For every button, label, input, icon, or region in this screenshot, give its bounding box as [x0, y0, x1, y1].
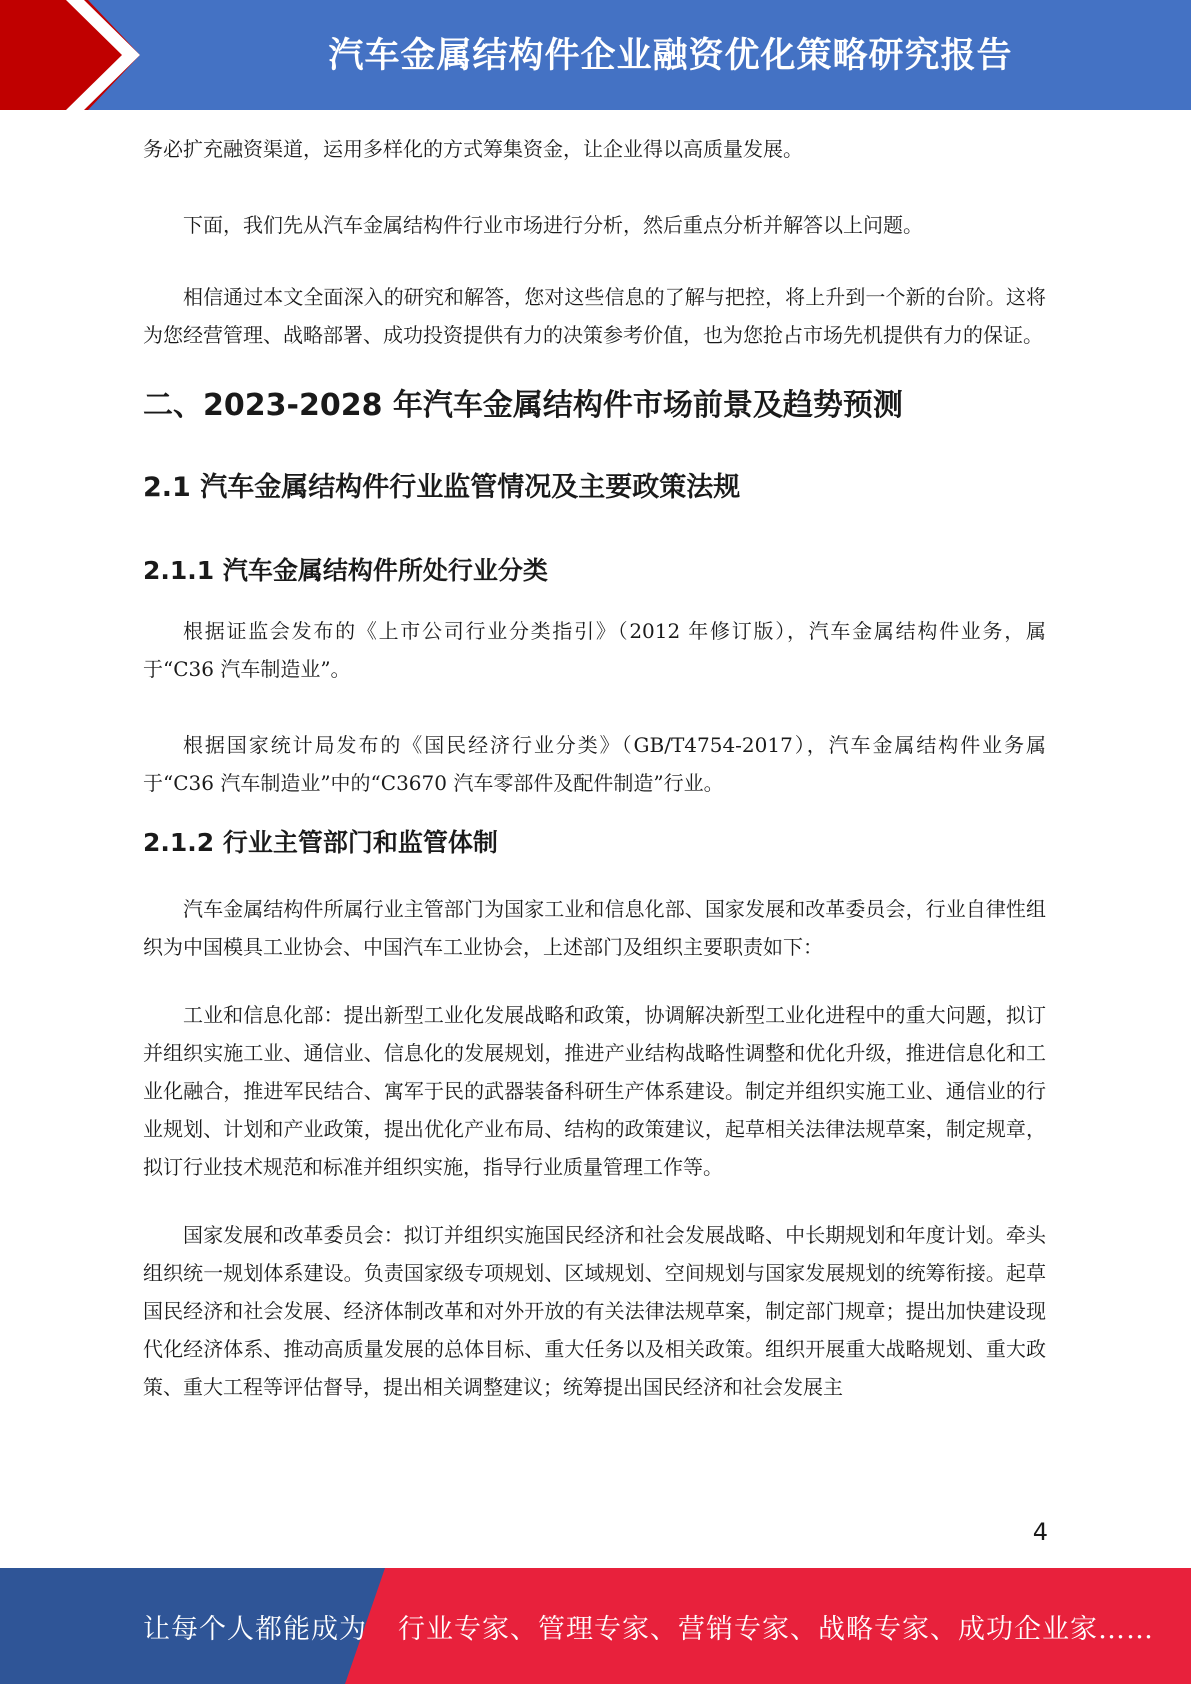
subsubsection-heading: 2.1.2 行业主管部门和监管体制	[143, 828, 498, 857]
paragraph: 根据国家统计局发布的《国民经济行业分类》（GB/T4754-2017），汽车金属结构件业务属于“C36 汽车制造业”中的“C3670 汽车零部件及配件制造”行业。	[143, 733, 1046, 795]
footer-banner	[0, 1568, 1191, 1684]
page-number: 4	[1032, 1518, 1048, 1546]
section-heading: 二、2023-2028 年汽车金属结构件市场前景及趋势预测	[143, 388, 903, 423]
paragraph: 汽车金属结构件所属行业主管部门为国家工业和信息化部、国家发展和改革委员会，行业自律性组织为中国模具工业协会、中国汽车工业协会，上述部门及组织主要职责如下：	[143, 897, 1046, 959]
paragraph: 工业和信息化部：提出新型工业化发展战略和政策，协调解决新型工业化进程中的重大问题，拟订并组织实施工业、通信业、信息化的发展规划，推进产业结构战略性调整和优化升级，推进信息化和工业化融合，推进军民结合、寓军于民的武器装备科研生产体系建设。制定并组织实施工业、通信业的行业规划、计划和产业政策，提出优化产业布局、结构的政策建议，起草相关法律法规草案，制定规章，拟订行业技术规范和标准并组织实施，指导行业质量管理工作等。	[143, 1003, 1046, 1179]
paragraph: 国家发展和改革委员会：拟订并组织实施国民经济和社会发展战略、中长期规划和年度计划。牵头组织统一规划体系建设。负责国家级专项规划、区域规划、空间规划与国家发展规划的统筹衔接。起草国民经济和社会发展、经济体制改革和对外开放的有关法律法规草案，制定部门规章；提出加快建设现代化经济体系、推动高质量发展的总体目标、重大任务以及相关政策。组织开展重大战略规划、重大政策、重大工程等评估督导，提出相关调整建议；统筹提出国民经济和社会发展主	[143, 1223, 1046, 1399]
header-banner	[0, 0, 1191, 110]
subsection-heading: 2.1 汽车金属结构件行业监管情况及主要政策法规	[143, 472, 741, 503]
paragraph: 务必扩充融资渠道，运用多样化的方式筹集资金，让企业得以高质量发展。	[143, 137, 803, 161]
paragraph: 根据证监会发布的《上市公司行业分类指引》（2012 年修订版），汽车金属结构件业务，属于“C36 汽车制造业”。	[143, 619, 1046, 681]
report-title: 汽车金属结构件企业融资优化策略研究报告	[328, 35, 1013, 76]
arrow-decoration-icon	[0, 0, 140, 110]
paragraph: 下面，我们先从汽车金属结构件行业市场进行分析，然后重点分析并解答以上问题。	[183, 213, 923, 237]
paragraph: 相信通过本文全面深入的研究和解答，您对这些信息的了解与把控，将上升到一个新的台阶。这将为您经营管理、战略部署、成功投资提供有力的决策参考价值，也为您抢占市场先机提供有力的保证。	[143, 285, 1046, 347]
subsubsection-heading: 2.1.1 汽车金属结构件所处行业分类	[143, 556, 548, 585]
footer-slogan-left: 让每个人都能成为	[143, 1613, 367, 1645]
footer-slogan-right: 行业专家、管理专家、营销专家、战略专家、成功企业家……	[398, 1613, 1154, 1645]
page-content	[143, 130, 1046, 1406]
